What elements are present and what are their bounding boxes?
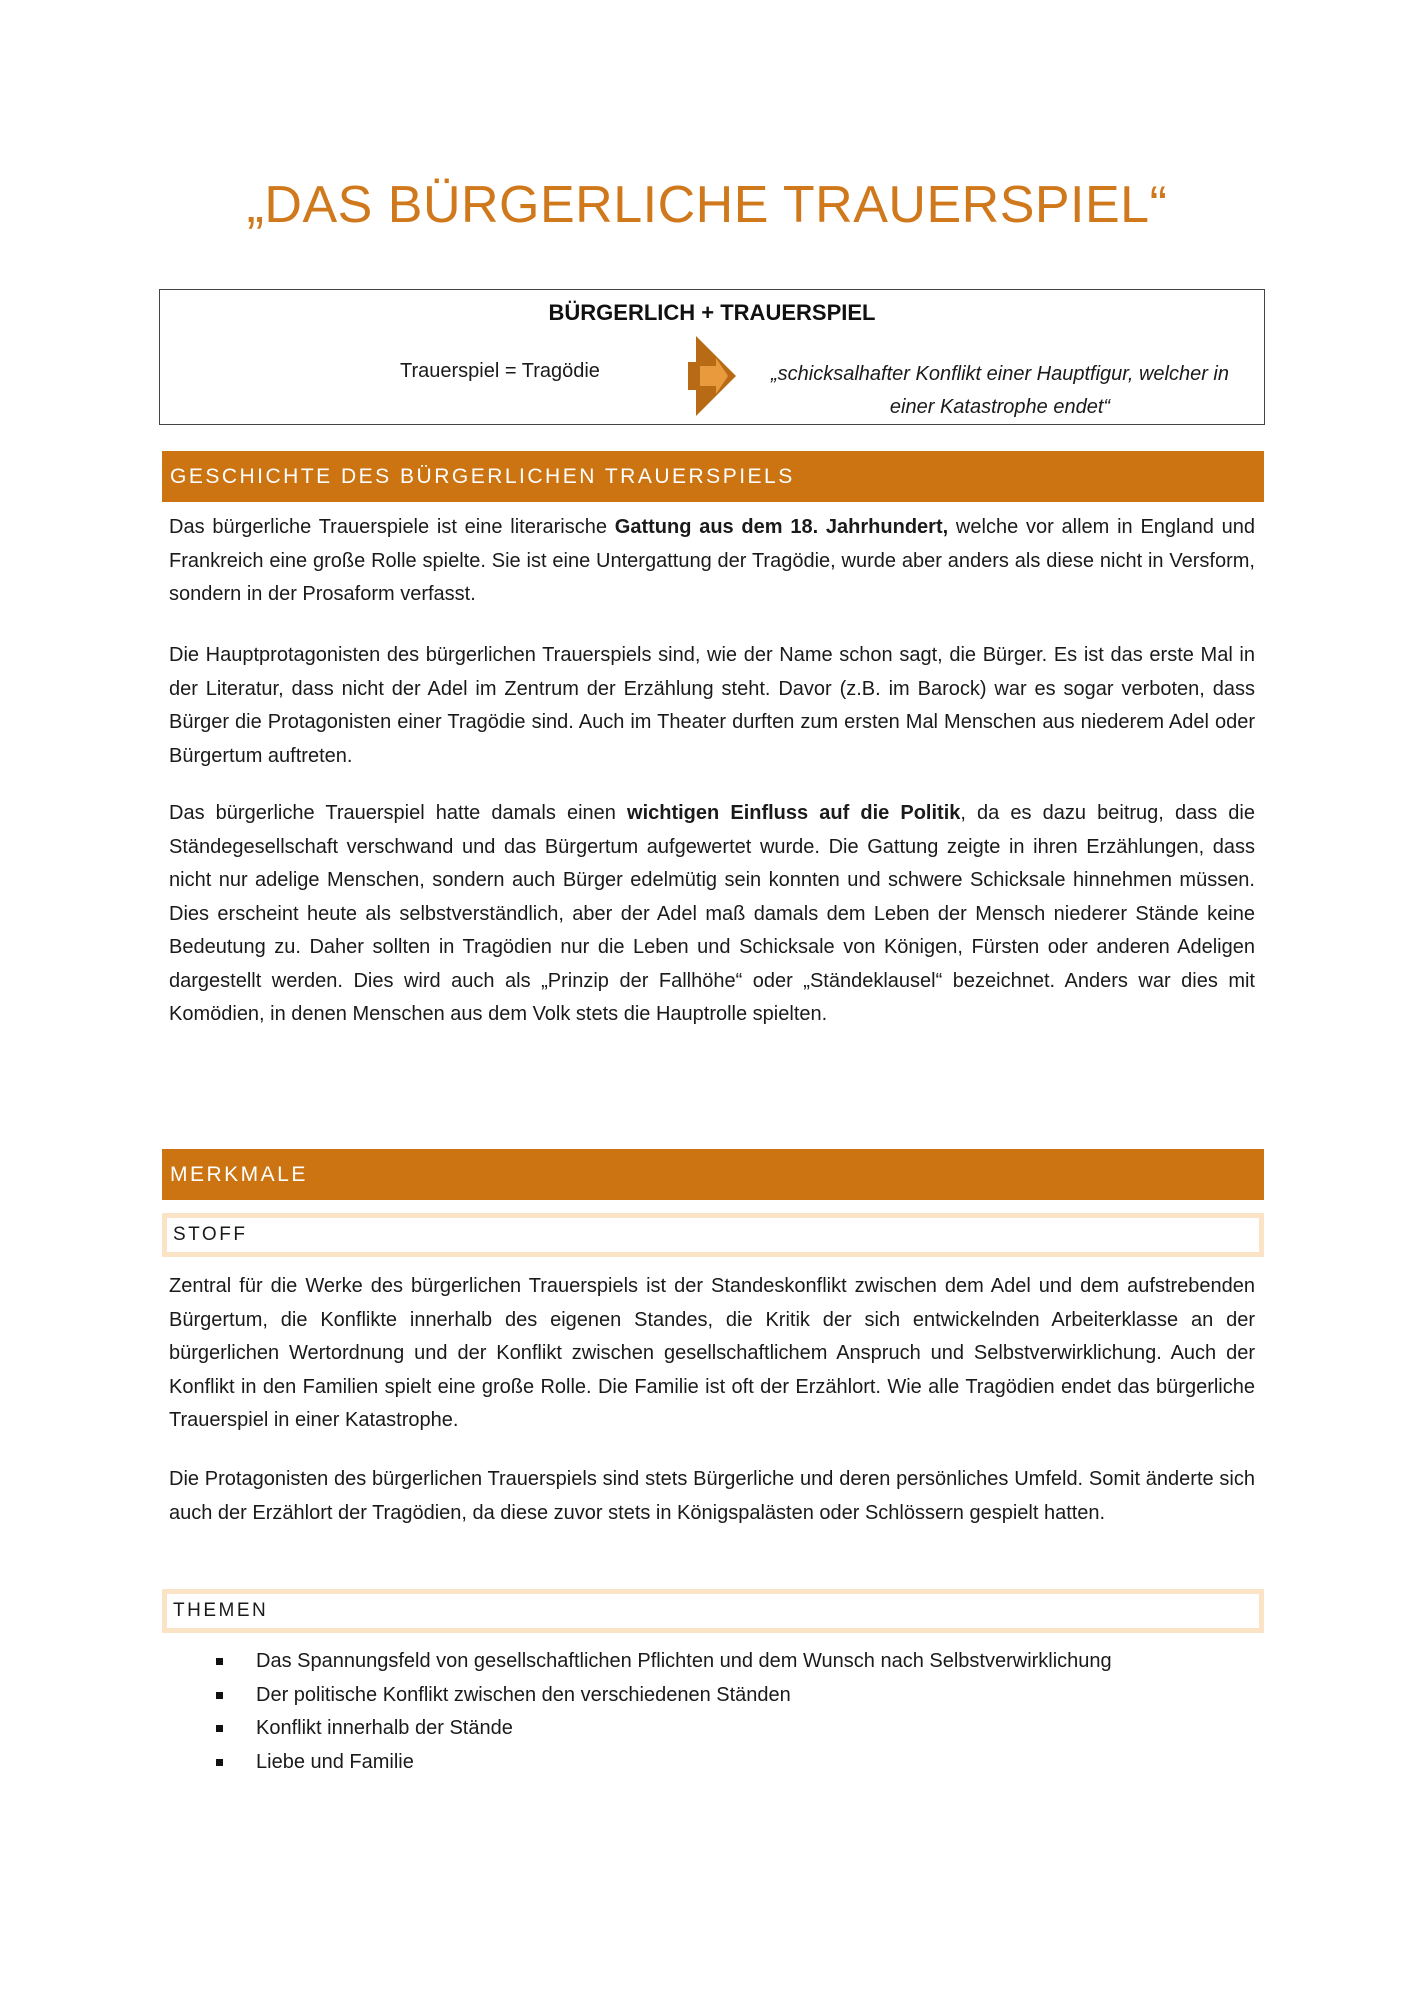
- paragraph-stoff-2: Die Protagonisten des bürgerlichen Trauerspiels sind stets Bürgerliche und deren persönliches Umfeld. Somit änderte sich auch der Erzählort der Tragödien, da diese zuvor stets in Königspalästen oder Schlössern gespielt hatten.: [169, 1468, 1255, 1524]
- paragraph-geschichte-1: [169, 511, 1255, 612]
- paragraph-stoff-1: Zentral für die Werke des bürgerlichen Trauerspiels ist der Standeskonflikt zwischen dem Adel und dem aufstrebenden Bürgertum, die Konflikte innerhalb des eigenen Standes, die Kritik der sich entwickelnden Arbeiterklasse an der bürgerlichen Wertordnung und der Konflikt zwischen gesellschaftlichem Anspruch und Selbstverwirklichung. Auch der Konflikt in den Familien spielt eine große Rolle. Die Familie ist oft der Erzählort. Wie alle Tragödien endet das bürgerliche Trauerspiel in einer Katastrophe.: [169, 1275, 1255, 1431]
- paragraph-geschichte-2: Die Hauptprotagonisten des bürgerlichen Trauerspiels sind, wie der Name schon sagt, die Bürger. Es ist das erste Mal in der Literatur, dass nicht der Adel im Zentrum der Erzählung steht. Davor (z.B. im Barock) war es sogar verboten, dass Bürger die Protagonisten einer Tragödie sind. Auch im Theater durften zum ersten Mal Menschen aus niederem Adel oder Bürgertum auftreten.: [169, 644, 1255, 767]
- list-item: Das Spannungsfeld von gesellschaftlichen Pflichten und dem Wunsch nach Selbstverwirklichung: [213, 1645, 1112, 1679]
- page-title: „DAS BÜRGERLICHE TRAUERSPIEL“: [246, 176, 1168, 234]
- subheading-themen: THEMEN: [162, 1589, 1264, 1633]
- paragraph-geschichte-3: [169, 797, 1255, 1032]
- text-span: welche vor allem in England und Frankreich eine große Rolle spielte. Sie ist eine Untergattung der Tragödie, wurde aber anders als diese nicht in Versform, sondern in der Prosaform verfasst.: [169, 516, 1255, 605]
- text-span: Das bürgerliche Trauerspiel hatte damals einen: [169, 802, 628, 824]
- bold-span: Gattung aus dem 18. Jahrhundert,: [614, 516, 949, 538]
- text-span: Das bürgerliche Trauerspiele ist eine literarische: [169, 516, 615, 538]
- definition-box: [159, 289, 1265, 425]
- text-span: , da es dazu beitrug, dass die Ständegesellschaft verschwand und das Bürgertum aufgewertet wurde. Die Gattung zeigte in ihren Erzählungen, dass nicht nur adelige Menschen, sondern auch Bürger edelmütig sein konnten und schwere Schicksale hinnehmen müssen. Dies erscheint heute als selbstverständlich, aber der Adel maß damals dem Leben der Mensch niederer Stände keine Bedeutung zu. Daher sollten in Tragödien nur die Leben und Schicksale von Königen, Fürsten oder anderen Adeligen dargestellt werden. Dies wird auch als „Prinzip der Fallhöhe“ oder „Ständeklausel“ bezeichnet. Anders war dies mit Komödien, in denen Menschen aus dem Volk stets die Hauptrolle spielten.: [169, 802, 1255, 1025]
- section-heading-geschichte: GESCHICHTE DES BÜRGERLICHEN TRAUERSPIELS: [162, 451, 1264, 502]
- definition-meaning: „schicksalhafter Konflikt einer Hauptfigur, welcher in einer Katastrophe endet“: [771, 363, 1229, 418]
- themes-list: [213, 1645, 1112, 1779]
- list-item: Konflikt innerhalb der Stände: [213, 1712, 1112, 1746]
- subheading-stoff: STOFF: [162, 1213, 1264, 1257]
- definition-heading: BÜRGERLICH + TRAUERSPIEL: [548, 300, 876, 325]
- section-heading-merkmale: MERKMALE: [162, 1149, 1264, 1200]
- definition-term: Trauerspiel = Tragödie: [400, 360, 600, 382]
- list-item: Liebe und Familie: [213, 1746, 1112, 1780]
- arrow-right-icon: [688, 336, 736, 416]
- bold-span: wichtigen Einfluss auf die Politik: [627, 802, 961, 824]
- list-item: Der politische Konflikt zwischen den verschiedenen Ständen: [213, 1679, 1112, 1713]
